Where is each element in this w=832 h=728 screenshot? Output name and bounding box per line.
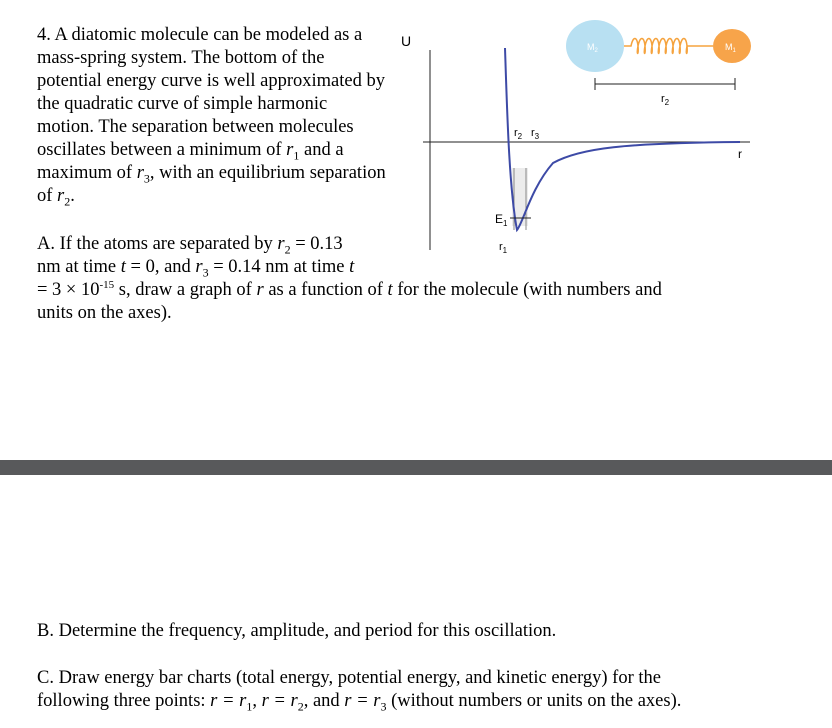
potential-energy-curve (505, 48, 740, 230)
part-c-line-2: following three points: $r = r_1$, $r = r_2$, and $r = r_3$ (without numbers or units on the axes). (37, 691, 682, 714)
mass-m1-label: $M_1$ (725, 42, 736, 54)
part-c-line-1: C. Draw energy bar charts (total energy, potential energy, and kinetic energy) for the (37, 668, 661, 688)
spring (624, 39, 713, 54)
r-axis-label: r (738, 147, 742, 161)
part-a-text (37, 233, 797, 325)
part-a-line-4: units on the axes). (37, 303, 172, 323)
mass-m2 (566, 20, 624, 72)
question-intro: A diatomic molecule can be modeled as a mass-spring system. The bottom of the potential energy curve is well approximated by the quadratic curve of simple harmonic motion. The separation between molecules oscillates between a minimum of (37, 25, 385, 160)
u-axis-label: U (401, 33, 412, 49)
part-c-text (37, 667, 817, 713)
part-a-line-3: = $3 \times 10^{-15}$ s, draw a graph of r as a function of t for the molecule (with numbers and (37, 278, 662, 300)
part-a-line-1: A. If the atoms are separated by $r_2 = 0.13$ (37, 234, 343, 257)
e1-label: $E_1$ (495, 212, 508, 228)
r2-label: $r_2$ (514, 127, 523, 141)
section-divider (0, 460, 832, 475)
separation-label: $r_2$ (661, 93, 670, 107)
mass-m2-label: $M_2$ (587, 42, 598, 54)
part-a-line-2: nm at time t = 0, and $r_3 = 0.14$ nm at time t (37, 257, 355, 280)
question-number: 4. (37, 25, 51, 45)
r1-label: $r_1$ (499, 241, 508, 255)
part-b-text: B. Determine the frequency, amplitude, and period for this oscillation. (37, 621, 557, 641)
r3-label: $r_3$ (531, 127, 540, 141)
potential-energy-diagram (395, 18, 775, 263)
question-4-text: 4. A diatomic molecule can be modeled as a mass-spring system. The bottom of the potential energy curve is well approximated by the quadratic curve of simple harmonic motion. The separation between molecules oscillates between a minimum of $r_1$ and a maximum of $r_3$, with an equilibrium separation of $r_2$. (37, 25, 386, 209)
